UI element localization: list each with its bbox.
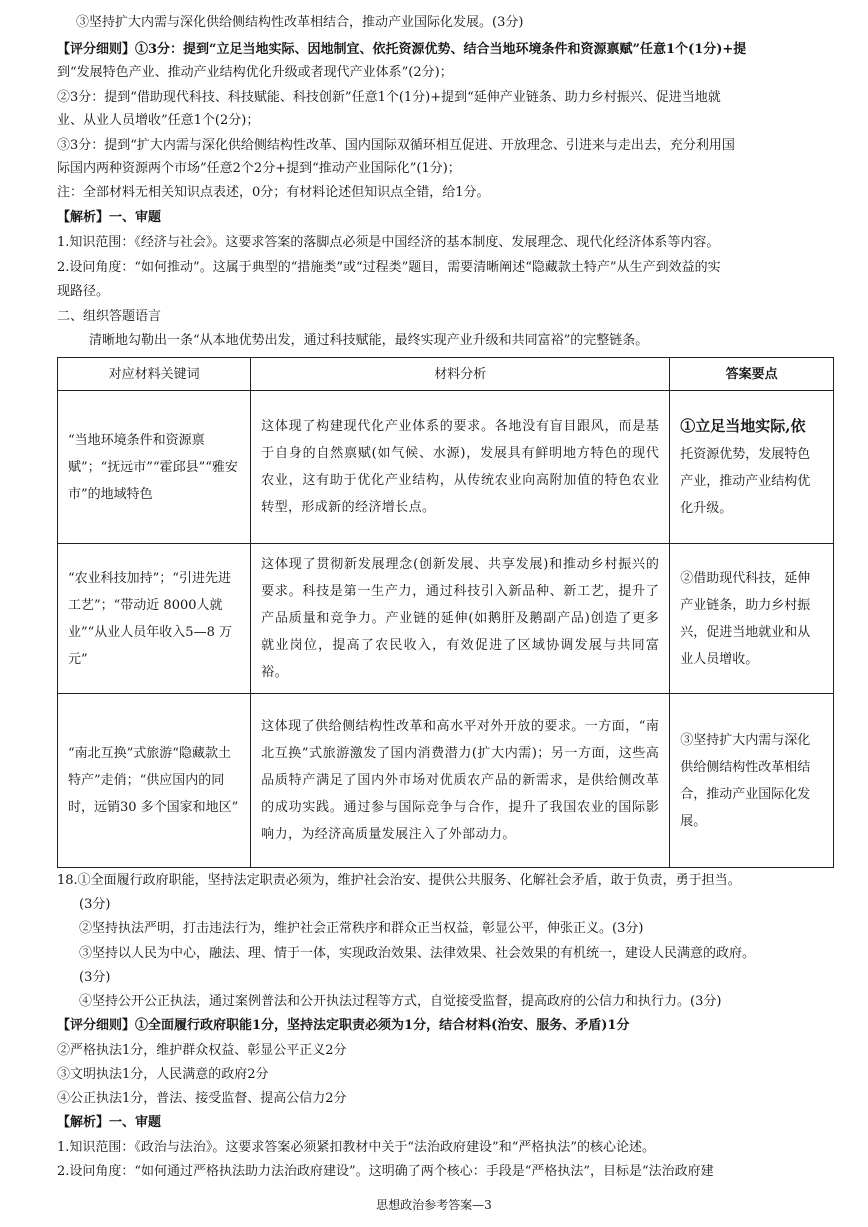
q18-point-1-score: (3分) (79, 897, 111, 912)
answer-cell (670, 391, 834, 544)
scoring-rule-line: ③3分：提到“扩大内需与深化供给侧结构性改革、国内国际双循环相互促进、开放理念、引进来与走出去，充分利用国 (57, 138, 735, 153)
analysis-line: 1.知识范围：《经济与社会》。这要求答案的落脚点必须是中国经济的基本制度、发展理念、现代化经济体系等内容。 (57, 235, 720, 250)
section-heading: 二、组织答题语言 (57, 309, 162, 324)
analysis-line: 1.知识范围：《政治与法治》。这要求答案必须紧扣教材中关于“法治政府建设”和“严格执法”的核心论述。 (57, 1140, 655, 1155)
scoring-rule-line: 际国内两种资源两个市场”任意2个2分+提到“推动产业国际化”(1分)； (57, 161, 461, 176)
scoring-rule-line: ③文明执法1分，人民满意的政府2分 (57, 1067, 269, 1082)
scoring-rule-line: ②严格执法1分，维护群众权益、彰显公平正义2分 (57, 1043, 347, 1058)
scoring-rule-line: 业、从业人员增收”任意1个(2分)； (57, 113, 260, 128)
table-header: 答案要点 (670, 358, 834, 391)
scoring-rule-line: ②3分：提到“借助现代科技、科技赋能、科技创新”任意1个(1分)+提到“延伸产业链条、助力乡村振兴、促进当地就 (57, 90, 721, 105)
q18-point-4: ④坚持公开公正执法，通过案例普法和公开执法过程等方式，自觉接受监督，提高政府的公信力和执行力。(3分) (79, 994, 722, 1009)
q18-point-3: ③坚持以人民为中心，融法、理、情于一体，实现政治效果、法律效果、社会效果的有机统一，建设人民满意的政府。 (79, 946, 756, 961)
keyword-cell: “南北互换”式旅游“隐藏款土特产”走俏；“供应国内的同时，远销30 多个国家和地区” (58, 694, 251, 868)
q18-point-1: 18.①全面履行政府职能，坚持法定职责必须为，维护社会治安、提供公共服务、化解社会矛盾，敢于负责，勇于担当。 (57, 873, 741, 888)
table-row (58, 544, 834, 694)
scoring-rules-heading: 【评分细则】①全面履行政府职能1分，坚持法定职责必须为1分，结合材料(治安、服务、矛盾)1分 (57, 1018, 630, 1033)
analysis-heading: 【解析】一、审题 (57, 1115, 162, 1130)
scoring-rules-heading: 【评分细则】①3分：提到“立足当地实际、因地制宜、依托资源优势、结合当地环境条件和资源禀赋”任意1个(1分)+提 (57, 42, 747, 57)
analysis-cell: 这体现了供给侧结构性改革和高水平对外开放的要求。一方面，“南北互换”式旅游激发了国内消费潜力(扩大内需)；另一方面，这些高品质特产满足了国内外市场对优质农产品的新需求，是供给侧改革的成功实践。通过参与国际竞争与合作，提升了我国农业的国际影响力，为经济高质量发展注入了外部动力。 (251, 694, 670, 868)
answer-first-line: ①立足当地实际,依 (680, 416, 806, 435)
answer-text: 托资源优势，发展特色产业，推动产业结构优化升级。 (680, 446, 811, 516)
keyword-cell: “当地环境条件和资源禀赋”；“抚远市”“霍邱县”“雅安市”的地域特色 (58, 391, 251, 544)
table-header-row (58, 358, 834, 391)
analysis-cell: 这体现了贯彻新发展理念(创新发展、共享发展)和推动乡村振兴的要求。科技是第一生产力，通过科技引入新品种、新工艺，提升了产品质量和竞争力。产业链的延伸(如鹅肝及鹅副产品)创造了更多就业岗位，提高了农民收入，有效促进了区域协调发展与共同富裕。 (251, 544, 670, 694)
analysis-table (57, 357, 834, 868)
analysis-line: 2.设问角度：“如何通过严格执法助力法治政府建设”。这明确了两个核心：手段是“严格执法”，目标是“法治政府建 (57, 1164, 714, 1179)
table-header: 材料分析 (251, 358, 670, 391)
table-header: 对应材料关键词 (58, 358, 251, 391)
table-row (58, 694, 834, 868)
keyword-cell: “农业科技加持”；“引进先进工艺”；“带动近 8000人就业”“从业人员年收入5—8 万元” (58, 544, 251, 694)
scoring-note: 注：全部材料无相关知识点表述，0分；有材料论述但知识点全错，给1分。 (57, 185, 490, 200)
page-footer: 思想政治参考答案—3 (376, 1198, 492, 1212)
answer-point-3: ③坚持扩大内需与深化供给侧结构性改革相结合，推动产业国际化发展。(3分) (76, 15, 524, 30)
scoring-rule-line: ④公正执法1分，普法、接受监督、提高公信力2分 (57, 1091, 347, 1106)
analysis-line: 现路径。 (57, 284, 110, 299)
section-intro: 清晰地勾勒出一条“从本地优势出发，通过科技赋能，最终实现产业升级和共同富裕”的完整链条。 (89, 333, 649, 348)
analysis-cell: 这体现了构建现代化产业体系的要求。各地没有盲目跟风，而是基于自身的自然禀赋(如气候、水源)，发展具有鲜明地方特色的现代农业，这有助于优化产业结构，从传统农业向高附加值的特色农业转型，形成新的经济增长点。 (251, 391, 670, 544)
q18-point-2: ②坚持执法严明，打击违法行为，维护社会正常秩序和群众正当权益，彰显公平，伸张正义。(3分) (79, 921, 644, 936)
analysis-line: 2.设问角度：“如何推动”。这属于典型的“措施类”或“过程类”题目，需要清晰阐述“隐藏款土特产”从生产到效益的实 (57, 260, 721, 275)
scoring-rule-line: 到“发展特色产业、推动产业结构优化升级或者现代产业体系”(2分)； (57, 65, 453, 80)
answer-cell: ③坚持扩大内需与深化供给侧结构性改革相结合，推动产业国际化发展。 (670, 694, 834, 868)
q18-point-3-score: (3分) (79, 970, 111, 985)
answer-cell: ②借助现代科技，延伸产业链条，助力乡村振兴，促进当地就业和从业人员增收。 (670, 544, 834, 694)
analysis-heading: 【解析】一、审题 (57, 210, 162, 225)
table-row (58, 391, 834, 544)
